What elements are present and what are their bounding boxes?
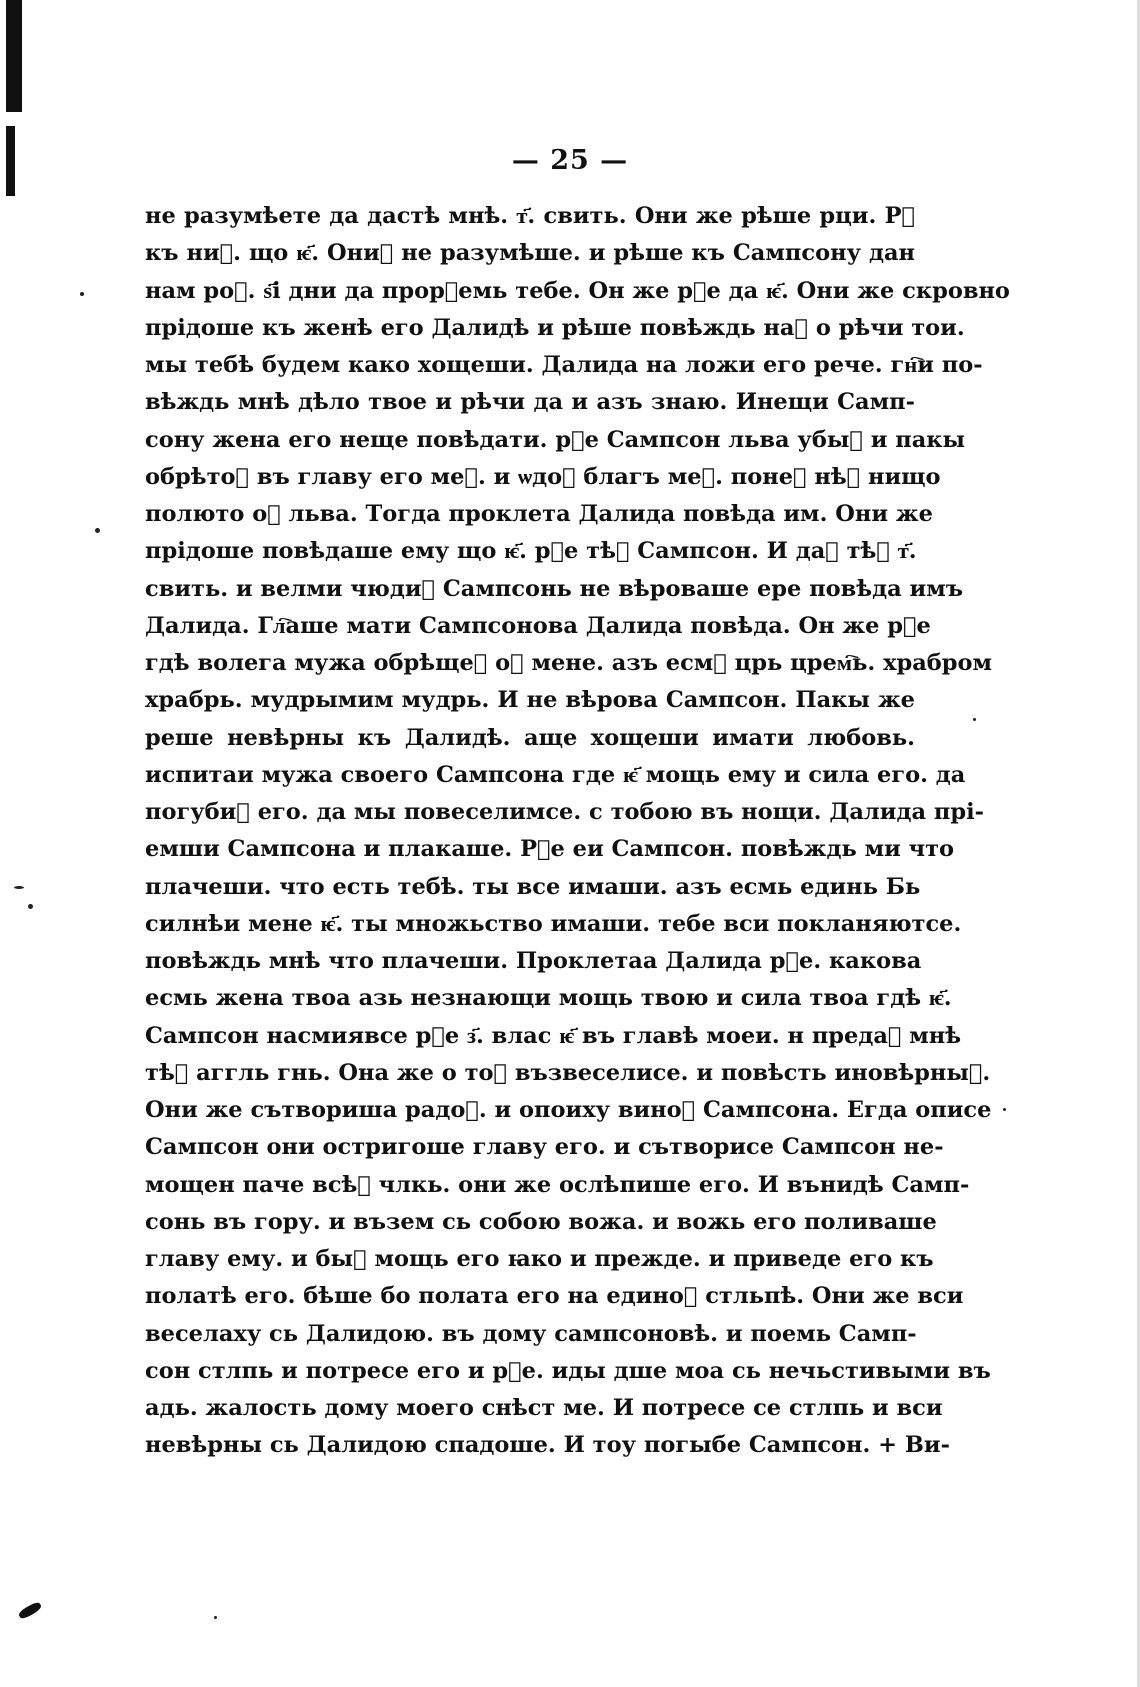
text-line: силнѣи мене ѥ҃. ты множьство имаши. тебе вси покланяютсе. xyxy=(145,910,962,937)
text-line: Они же сътвориша радоⷭ. и опоиху виноⷨ Сампсона. Егда описе xyxy=(145,1097,992,1123)
text-line: къ ниⷨ. що ѥ҃. Ониⷨ не разумѣше. и рѣше къ Сампсону дан xyxy=(145,240,915,267)
body-text xyxy=(145,198,1010,1465)
text-line: нам роⷯ. ѕ҃і дни да прорⷺемь тебе. Он же рⷺе да ѥ҃. Они же скровно xyxy=(145,277,1010,304)
text-line: не разумѣете да дастѣ мнѣ. т҃. свить. Они же рѣше рци. Рⷺ xyxy=(145,203,915,229)
scan-border-mark xyxy=(6,0,22,112)
dust-speck xyxy=(80,292,84,296)
text-line: повѣждь мнѣ что плачеши. Проклетаа Далида рⷺе. какова xyxy=(145,948,922,974)
text-line: плачеши. что есть тебѣ. ты все имаши. азъ есмь единь Бь xyxy=(145,873,921,900)
text-line: главу ему. и быⷭ мощь его ꙗко и прежде. и приведе его къ xyxy=(145,1246,934,1272)
text-line: обрѣтоⷯ въ главу его меⷣ. и ѡдоⷯ благъ меⷣ. понеⷤ нѣⷭ нищо xyxy=(145,463,941,490)
dust-speck xyxy=(95,528,100,533)
text-line: гдѣ волега мужа обрѣщеⷮ оⷮ мене. азъ есмⷭ црь црем҇ь. храбром xyxy=(145,650,993,676)
text-line: сону жена его неще повѣдати. рⷺе Сампсон льва убыⷯ и пакы xyxy=(145,426,966,453)
text-line: реше невѣрны къ Далидѣ. аще хощеши имати любовь. xyxy=(145,724,915,751)
text-line: сон стлпь и потресе его и рⷺе. иды дше моа сь нечьстивыми въ xyxy=(145,1357,991,1384)
ink-blot xyxy=(17,1601,42,1621)
dust-speck xyxy=(973,718,976,721)
text-line: адь. жалость дому моего снѣст ме. И потресе се стлпь и вси xyxy=(145,1395,943,1421)
text-line: свить. и велми чюдиⷭ Сампсонь не вѣроваше ере повѣда имъ xyxy=(145,575,964,602)
text-line: Сампсон насмиявсе рⷺе з҃. влас ѥ҃ въ главѣ моеи. н предаⷭ мнѣ xyxy=(145,1022,962,1049)
text-line: есмь жена твоа азь незнающи мощь твою и сила твоа гдѣ ѥ҃. xyxy=(145,985,952,1012)
text-line: полюто оⷮ льва. Тогда проклета Далида повѣда им. Они же xyxy=(145,501,933,527)
text-line: храбрь. мудрымим мудрь. И не вѣрова Сампсон. Пакы же xyxy=(145,687,915,714)
text-line: Далида. Гл҇аше мати Сампсонова Далида повѣда. Он же рⷺе xyxy=(145,612,931,639)
text-line: емши Сампсона и плакаше. Рⷺе еи Сампсон. повѣждь ми что xyxy=(145,836,955,863)
dust-speck xyxy=(28,904,33,909)
dust-speck xyxy=(214,1616,217,1619)
text-line: сонь въ гору. и възем сь собою вожа. и вожь его поливаше xyxy=(145,1208,937,1235)
text-line: мы тебѣ будем како хощеши. Далида на ложи его рече. гн҇и по- xyxy=(145,352,983,378)
dust-speck xyxy=(14,886,24,889)
text-line: вѣждь мнѣ дѣло твое и рѣчи да и азъ знаю. Инещи Самп- xyxy=(145,389,915,416)
dust-speck xyxy=(1003,1108,1006,1111)
text-line: испитаи мужа своего Сампсона где ѥ҃ мощь ему и сила его. да xyxy=(145,761,966,788)
text-line: Сампсон они остригоше главу его. и сътворисе Сампсон не- xyxy=(145,1134,944,1161)
text-line: веселаху сь Далидою. въ дому сампсоновѣ. и поемь Самп- xyxy=(145,1320,917,1347)
text-line: мощен паче всѣⷯ члкь. они же ослѣпише его. И вънидѣ Самп- xyxy=(145,1171,970,1198)
text-line: тѣⷯ аггль гнь. Она же о тоⷨ възвеселисе. и повѣсть иновѣрныⷨ. xyxy=(145,1059,991,1086)
page-number: — 25 — xyxy=(511,145,629,176)
text-line: прідоше къ женѣ его Далидѣ и рѣше повѣждь наⷨ о рѣчи тои. xyxy=(145,314,965,341)
text-line: погубиⷨ его. да мы повеселимсе. с тобою въ нощи. Далида прі- xyxy=(145,799,984,825)
text-line: невѣрны сь Далидою спадоше. И тоу погыбе Сампсон. + Ви- xyxy=(145,1432,950,1459)
text-line: прідоше повѣдаше ему що ѥ҃. рⷺе тѣⷨ Сампсон. И даⷭ тѣⷨ т҃. xyxy=(145,538,917,565)
text-line: полатѣ его. бѣше бо полата его на единоⷨ стльпѣ. Они же вси xyxy=(145,1283,964,1310)
